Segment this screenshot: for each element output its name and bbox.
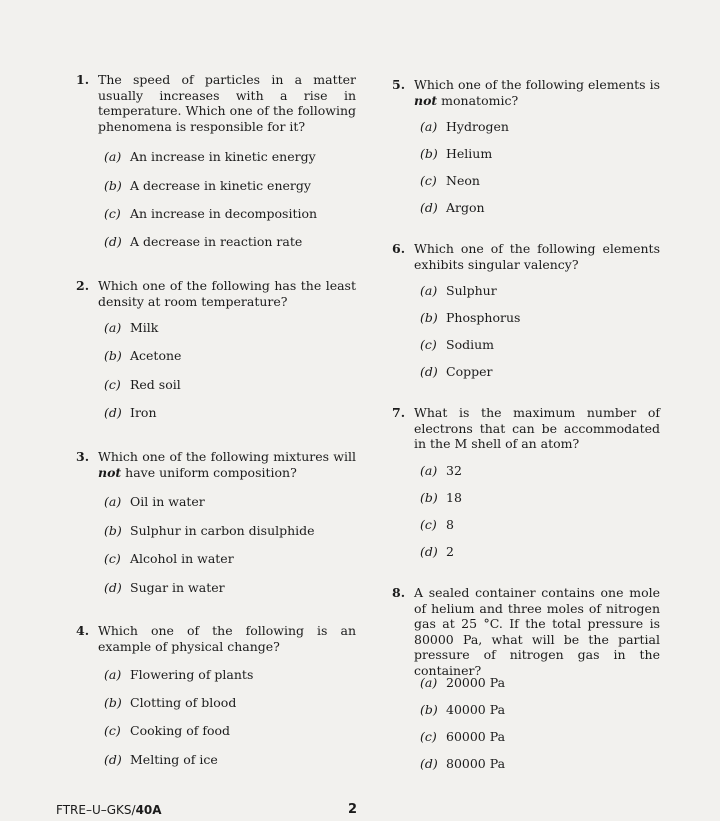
option-a[interactable]: (a) Hydrogen xyxy=(420,119,509,134)
option-a[interactable]: (a) Milk xyxy=(104,320,159,335)
option-b[interactable]: (b) Acetone xyxy=(104,348,182,363)
option-a[interactable]: (a) 32 xyxy=(420,463,462,478)
question-text: The speed of particles in a matter usually increases with a rise in temperature. Which one of the following phenomena is responsible for it? xyxy=(98,72,356,134)
option-c[interactable]: (c) Sodium xyxy=(420,337,494,352)
option-d[interactable]: (d) Melting of ice xyxy=(104,752,218,767)
option-c[interactable]: (c) Neon xyxy=(420,173,480,188)
option-d[interactable]: (d) 80000 Pa xyxy=(420,756,506,771)
question-number: 3. xyxy=(76,449,90,464)
question-number: 6. xyxy=(392,241,406,256)
question-text: What is the maximum number of electrons that can be accommodated in the M shell of an atom? xyxy=(414,405,660,451)
question-text: Which one of the following elements exhibits singular valency? xyxy=(414,241,660,272)
option-d[interactable]: (d) 2 xyxy=(420,544,454,559)
question-number: 1. xyxy=(76,72,90,87)
question-6 xyxy=(392,241,660,379)
question-text: Which one of the following elements is not monatomic? xyxy=(414,77,660,108)
question-number: 4. xyxy=(76,623,90,638)
option-b[interactable]: (b) Phosphorus xyxy=(420,310,521,325)
option-b[interactable]: (b) Clotting of blood xyxy=(104,695,237,710)
option-c[interactable]: (c) 8 xyxy=(420,517,454,532)
question-text: Which one of the following is an example of physical change? xyxy=(98,623,356,654)
option-c[interactable]: (c) Alcohol in water xyxy=(104,551,234,566)
option-d[interactable]: (d) Copper xyxy=(420,364,493,379)
option-a[interactable]: (a) An increase in kinetic energy xyxy=(104,149,316,164)
option-a[interactable]: (a) Oil in water xyxy=(104,494,205,509)
question-1 xyxy=(76,72,356,249)
question-text: Which one of the following has the least density at room temperature? xyxy=(98,278,356,309)
question-number: 7. xyxy=(392,405,406,420)
question-text: Which one of the following mixtures will not have uniform composition? xyxy=(98,449,356,480)
question-8 xyxy=(392,585,660,771)
option-b[interactable]: (b) A decrease in kinetic energy xyxy=(104,178,311,193)
option-b[interactable]: (b) 40000 Pa xyxy=(420,702,506,717)
option-b[interactable]: (b) Sulphur in carbon disulphide xyxy=(104,523,315,538)
option-b[interactable]: (b) 18 xyxy=(420,490,462,505)
question-number: 2. xyxy=(76,278,90,293)
option-a[interactable]: (a) 20000 Pa xyxy=(420,675,506,690)
page-number: 2 xyxy=(348,802,358,817)
question-number: 8. xyxy=(392,585,406,600)
option-c[interactable]: (c) 60000 Pa xyxy=(420,729,506,744)
question-5 xyxy=(392,77,660,215)
option-d[interactable]: (d) Argon xyxy=(420,200,485,215)
question-7 xyxy=(392,405,660,559)
option-d[interactable]: (d) A decrease in reaction rate xyxy=(104,234,303,249)
option-d[interactable]: (d) Sugar in water xyxy=(104,580,225,595)
option-c[interactable]: (c) Cooking of food xyxy=(104,723,231,738)
question-4 xyxy=(76,623,356,767)
option-c[interactable]: (c) Red soil xyxy=(104,377,181,392)
question-3 xyxy=(76,449,356,595)
question-2 xyxy=(76,278,356,420)
paper-code: FTRE–U–GKS/40A xyxy=(56,803,162,817)
option-d[interactable]: (d) Iron xyxy=(104,405,157,420)
option-a[interactable]: (a) Flowering of plants xyxy=(104,667,254,682)
question-number: 5. xyxy=(392,77,406,92)
question-text: A sealed container contains one mole of helium and three moles of nitrogen gas at 25 °C. If the total pressure is 80000 Pa, what will be the partial pressure of nitrogen gas in the container? xyxy=(414,585,660,678)
option-a[interactable]: (a) Sulphur xyxy=(420,283,497,298)
option-b[interactable]: (b) Helium xyxy=(420,146,493,161)
option-c[interactable]: (c) An increase in decomposition xyxy=(104,206,318,221)
